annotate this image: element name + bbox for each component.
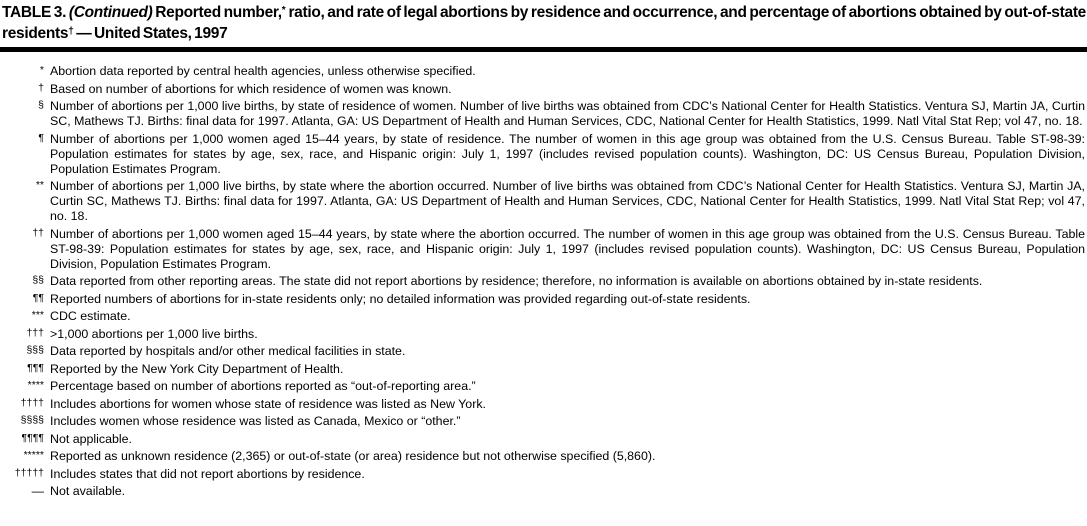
footnote-text: Number of abortions per 1,000 live births, by state of residence of women. Number of live births was obtained from CDC’s National Center for Health Statistics. Ventura SJ, Martin JA, Curtin SC, Mathews TJ. Births: final data for 1997. Atlanta, GA: US Department of Health and Human Services, CDC, National Center for Health Statistics, 1999. Natl Vital Stat Rep; vol 47, no. 18. [50,99,1085,128]
footnote-marker-dash: — [31,484,44,498]
table-title [0,0,1087,45]
title-footnote-ref-dagger: † [68,26,74,37]
title-text-3: — United States, 1997 [76,25,228,42]
footnote-text: Includes women whose residence was listed as Canada, Mexico or “other.” [50,414,461,428]
footnote-text: Data reported by hospitals and/or other medical facilities in state. [50,344,406,358]
footnote-marker: ***** [23,449,44,461]
footnote-item [0,292,1085,307]
footnote-text: Not available. [50,484,126,498]
footnote-text: Reported by the New York City Department of Health. [50,361,344,376]
footnote-text: CDC estimate. [50,309,131,323]
footnote-marker: § [38,99,44,111]
footnote-text: Not applicable. [50,431,132,446]
footnote-marker: * [39,64,44,76]
footnote-marker: ††† [26,326,44,339]
footnote-item [0,132,1085,177]
continued-note: (Continued) [68,4,153,21]
footnote-text: Reported as unknown residence (2,365) or out-of-state (or area) residence but not otherwise specified (5,860). [50,449,656,463]
footnote-item [0,432,1085,447]
footnote-item [0,227,1085,272]
footnote-text: Includes states that did not report abortions by residence. [50,466,365,481]
footnote-item [0,274,1085,289]
footnote-text: Abortion data reported by central health agencies, unless otherwise specified. [50,64,476,78]
footnote-marker: †† [32,226,44,239]
footnote-text: Data reported from other reporting areas. The state did not report abortions by residence; therefore, no information is available on abortions obtained by in-state residents. [50,274,983,288]
table-label: TABLE 3. [2,4,67,21]
footnote-list [0,64,1087,499]
footnote-marker: ¶¶¶ [27,361,44,374]
footnote-text: Number of abortions per 1,000 live births, by state where the abortion occurred. Number of live births was obtained from CDC’s National Center for Health Statistics. Ventura SJ, Martin JA, Curtin SC, Mathews TJ. Births: final data for 1997. Atlanta, GA: US Department of Health and Human Services, CDC, National Center for Health Statistics, 1999. Natl Vital Stat Rep; vol 47, no. 18. [50,179,1085,223]
footnote-marker: ¶¶ [32,291,44,304]
footnote-marker: §§§§ [20,414,44,426]
footnote-marker: §§ [32,274,44,286]
footnote-text: Based on number of abortions for which residence of women was known. [50,81,452,96]
title-text-2: ratio, and rate of legal abortions by residence and occurrence, and percentage of abortions obtained by out-of-state residents [2,4,1086,42]
footnote-item [0,64,1085,79]
footnote-item [0,179,1085,224]
footnote-item [0,99,1085,129]
footnote-marker: ¶ [38,131,44,144]
footnote-item [0,414,1085,429]
footnote-marker: *** [31,309,44,321]
footnote-marker: † [38,81,44,94]
footnote-item [0,484,1085,499]
footnote-item [0,327,1085,342]
title-footnote-ref-asterisk: * [281,5,286,16]
footnote-item [0,379,1085,394]
footnote-text: >1,000 abortions per 1,000 live births. [50,326,258,341]
footnote-text: Percentage based on number of abortions reported as “out-of-reporting area.” [50,379,476,393]
footnote-item [0,449,1085,464]
footnote-marker: ††††† [14,466,44,479]
footnote-marker: **** [27,379,44,391]
footnote-marker: ¶¶¶¶ [21,431,44,444]
footnote-item [0,362,1085,377]
footnote-text: Reported numbers of abortions for in-state residents only; no detailed information was provided regarding out-of-state residents. [50,291,751,306]
footnote-item [0,397,1085,412]
title-divider-rule [0,47,1087,52]
footnote-item [0,309,1085,324]
footnote-text: Number of abortions per 1,000 women aged 15–44 years, by state of residence. The number of women in this age group was obtained from the U.S. Census Bureau. Table ST-98-39: Population estimates for states by age, sex, race, and Hispanic origin: July 1, 1997 (includes revised population counts). Washington, DC: US Census Bureau, Population Division, Population Estimates Program. [50,131,1085,176]
footnote-item [0,467,1085,482]
footnote-item [0,82,1085,97]
footnote-marker: †††† [20,396,44,409]
title-text-1: Reported number, [155,4,282,21]
footnote-item [0,344,1085,359]
footnote-marker: §§§ [26,344,44,356]
footnote-marker: ** [35,179,44,191]
footnote-text: Number of abortions per 1,000 women aged 15–44 years, by state where the abortion occurred. The number of women in this age group was obtained from the U.S. Census Bureau. Table ST-98-39: Population estimates for states by age, sex, race, and Hispanic origin: July 1, 1997 (includes revised population counts). Washington, DC: US Census Bureau, Population Division, Population Estimates Program. [50,226,1085,271]
footnote-text: Includes abortions for women whose state of residence was listed as New York. [50,396,486,411]
